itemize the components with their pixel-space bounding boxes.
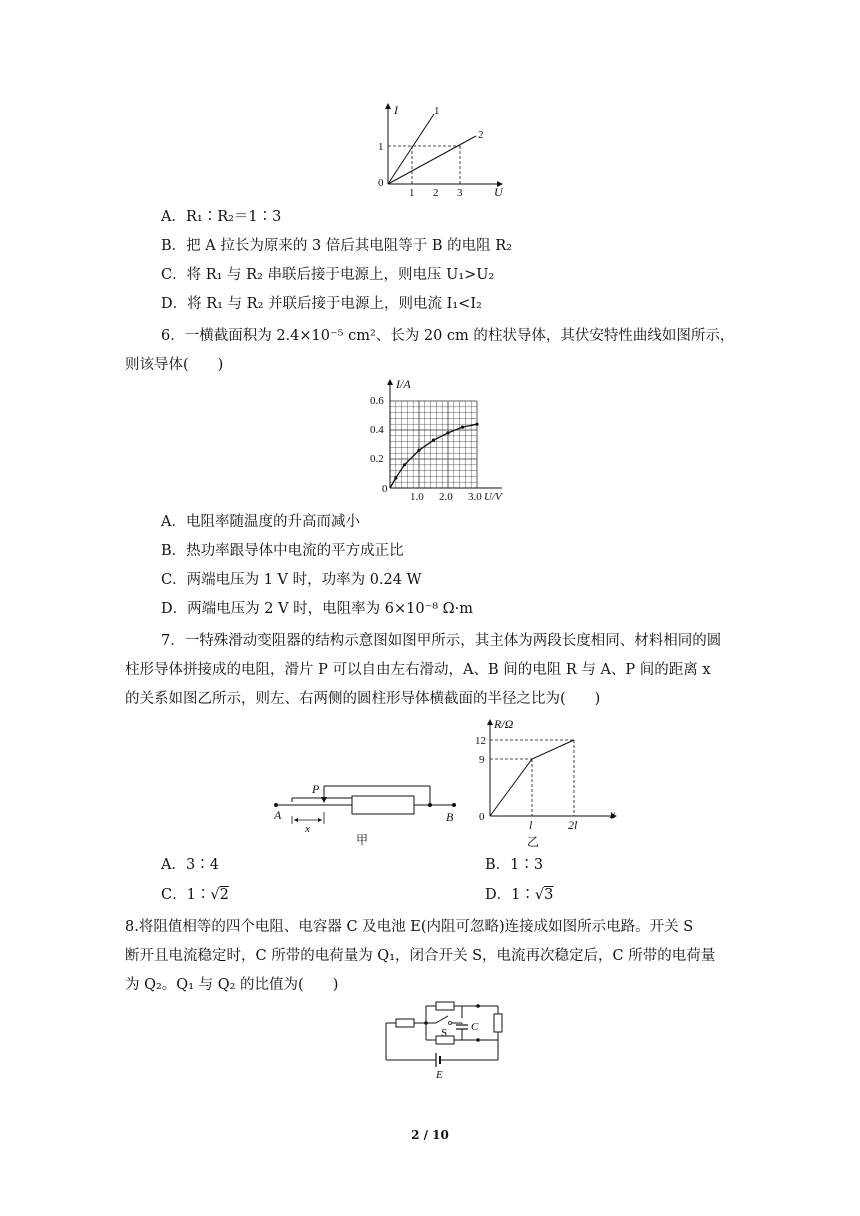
q6-iv-curve (390, 424, 477, 488)
q8-label-c: C (471, 1021, 479, 1033)
q7-option-d (485, 885, 553, 905)
q6-iv-graph (360, 376, 510, 504)
q7-stem-line-2: 柱形导体拼接成的电阻，滑片 P 可以自由左右滑动，A、B 间的电阻 R 与 A、P 间的距离 x (125, 662, 711, 678)
q7-graph-y-label: R/Ω (494, 717, 514, 731)
q5-y-tick: 1 (378, 141, 384, 153)
q5-iu-graph (370, 100, 510, 196)
q5-x-label: U (494, 185, 503, 196)
q5-y-label: I (394, 103, 398, 117)
q5-option-d: D．将 R₁ 与 R₂ 并联后接于电源上，则电流 I₁<I₂ (161, 296, 482, 312)
q7-stem-line-1: 7．一特殊滑动变阻器的结构示意图如图甲所示，其主体为两段长度相同、材料相同的圆 (161, 633, 722, 649)
q5-option-a: A．R₁∶R₂＝1∶3 (161, 209, 282, 225)
q7-label-p: P (312, 782, 320, 796)
q8-resistor-left (396, 1019, 414, 1027)
q7-rheostat-diagram (262, 772, 467, 846)
q5-line-1 (388, 114, 434, 184)
q7-r-x-graph (474, 714, 624, 850)
q7-option-d-text: D．1∶ (485, 887, 535, 903)
q6-y-tick-02: 0.2 (370, 453, 384, 465)
q7-stem-line-3: 的关系如图乙所示，则左、右两侧的圆柱形导体横截面的半径之比为( ) (125, 691, 601, 707)
q8-stem-line-3: 为 Q₂。Q₁ 与 Q₂ 的比值为( ) (125, 977, 339, 993)
q5-x-tick-3: 3 (457, 187, 463, 196)
q6-origin: 0 (382, 483, 388, 495)
q7-caption-jia: 甲 (356, 833, 369, 846)
q7-graph-tick-l: l (529, 818, 533, 832)
q5-line-2 (388, 136, 476, 184)
q8-label-e: E (436, 1069, 443, 1080)
q5-line2-label: 2 (478, 129, 484, 141)
q7-option-c (161, 885, 229, 905)
q6-x-tick-1: 1.0 (410, 491, 424, 503)
q6-data-point (461, 426, 464, 429)
q8-stem-line-2: 断开且电流稳定时，C 所带的电荷量为 Q₁，闭合开关 S，电流再次稳定后，C 所带的电荷量 (125, 948, 716, 964)
q7-graph-origin: 0 (479, 811, 485, 823)
q6-x-tick-3: 3.0 (468, 491, 482, 503)
q8-stem-line-1: 8.将阻值相等的四个电阻、电容器 C 及电池 E(内阻可忽略)连接成如图所示电路。开关 S (125, 919, 694, 935)
page-number: 2 / 10 (411, 1128, 449, 1142)
q6-x-tick-2: 2.0 (439, 491, 453, 503)
q8-resistor-top (436, 1002, 454, 1010)
q8-resistor-right (494, 1014, 502, 1032)
q6-option-d: D．两端电压为 2 V 时，电阻率为 6×10⁻⁸ Ω·m (161, 601, 474, 617)
q6-option-a: A．电阻率随温度的升高而减小 (161, 514, 360, 530)
q6-y-tick-06: 0.6 (370, 395, 384, 407)
q6-data-point (394, 476, 397, 479)
q5-x-tick-2: 2 (433, 187, 439, 196)
q8-circuit-diagram (380, 996, 512, 1080)
q7-option-a: A．3∶4 (161, 857, 219, 873)
q7-label-a: A (274, 808, 282, 822)
q6-data-point (417, 449, 420, 452)
q5-line1-label: 1 (434, 105, 440, 117)
q7-option-c-text: C．1∶ (161, 887, 211, 903)
q7-option-b: B．1∶3 (485, 857, 544, 873)
q7-resistor-body (352, 796, 414, 814)
q6-x-label: U/V (484, 491, 502, 503)
q6-data-point (403, 463, 406, 466)
q6-option-b: B．热功率跟导体中电流的平方成正比 (161, 543, 404, 559)
q7-graph-x-label: x (610, 807, 616, 821)
q7-option-d-sqrt: √3 (534, 887, 554, 903)
q8-label-s: S (441, 1027, 448, 1039)
q6-data-point (446, 431, 449, 434)
q6-stem-line-2: 则该导体( ) (125, 357, 224, 373)
q7-label-x: x (305, 823, 310, 835)
q6-y-label: I/A (396, 377, 411, 391)
q7-graph-tick-2l: 2l (568, 818, 578, 832)
q5-origin: 0 (378, 177, 384, 189)
q5-option-b: B．把 A 拉长为原来的 3 倍后其电阻等于 B 的电阻 R₂ (161, 238, 513, 254)
q7-option-c-sqrt: √2 (210, 887, 229, 903)
q6-stem-line-1: 6．一横截面积为 2.4×10⁻⁵ cm²、长为 20 cm 的柱状导体，其伏安特性曲线如图所示， (161, 328, 735, 344)
q7-caption-yi: 乙 (527, 835, 540, 849)
q7-graph-tick-9: 9 (479, 754, 485, 766)
q7-label-b: B (446, 810, 454, 824)
q6-y-tick-04: 0.4 (370, 424, 384, 436)
q5-x-tick-1: 1 (409, 187, 415, 196)
q6-option-c: C．两端电压为 1 V 时，功率为 0.24 W (161, 572, 422, 588)
q5-option-c: C．将 R₁ 与 R₂ 串联后接于电源上，则电压 U₁>U₂ (161, 267, 495, 283)
q7-graph-tick-12: 12 (475, 735, 486, 747)
q8-switch-s (436, 1016, 448, 1023)
q6-data-point (432, 439, 435, 442)
q6-data-point (475, 423, 478, 426)
